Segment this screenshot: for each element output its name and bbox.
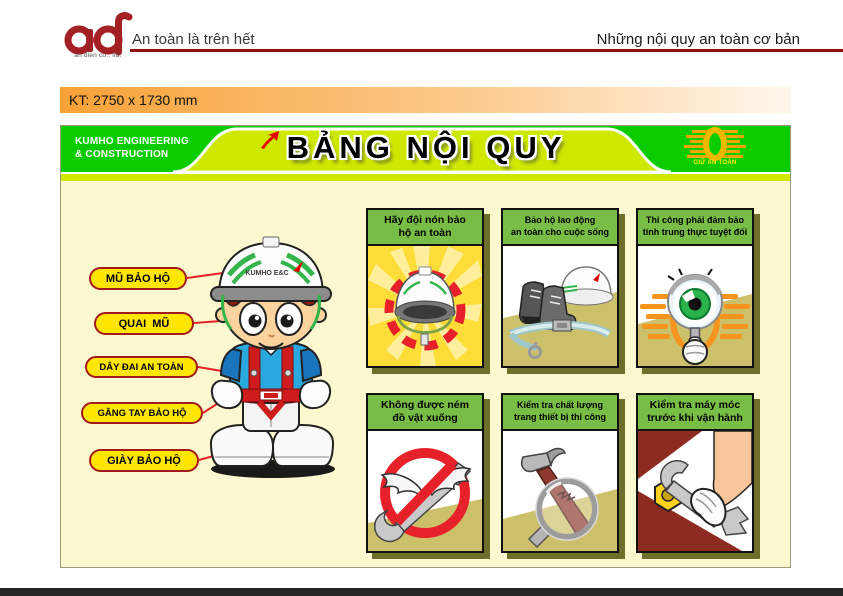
svg-text:KUMHO E&C: KUMHO E&C [245,270,289,277]
label-helmet: MŨ BẢO HỘ [89,267,187,290]
panel-title: Kiểm tra chất lượng trang thiết bị thi công [503,395,617,431]
safety-worker-character [181,231,361,481]
board-header-band [61,126,790,172]
label-shoes: GIÀY BẢO HỘ [89,449,199,472]
helmet-sunburst-illustration [368,246,482,366]
hammer-magnifier-illustration [503,431,617,551]
rule-panel-helmet [366,208,484,368]
label-chin-strap: QUAI MŨ [94,312,194,335]
tagline-right: Những nội quy an toàn cơ bản [596,31,800,48]
safety-emblem-icon [679,127,751,161]
tagline-left: An toàn là trên hết [132,31,255,48]
left-glove [212,381,242,408]
rule-panel-check-machines [636,393,754,553]
panel-title: Thi công phải đảm bảo tính trung thực tuyệt đối [638,210,752,246]
board-body [61,181,790,567]
size-bar: KT: 2750 x 1730 mm [60,87,791,113]
rule-panel-honesty [636,208,754,368]
company-line1: KUMHO ENGINEERING [75,136,189,147]
rule-panel-inspect-equipment [501,393,619,553]
eye-illustration [638,246,752,366]
panel-title: Kiểm tra máy móc trước khi vận hành [638,395,752,431]
bottom-rule [0,588,843,596]
panel-title: Hãy đội nón bảo hộ an toàn [368,210,482,246]
company-name [75,135,189,161]
logo-subtext: an dien co., ltd. [74,52,122,59]
right-glove [300,381,330,408]
panel-title: Không được ném đồ vật xuống [368,395,482,431]
no-throw-illustration [368,431,482,551]
emblem-caption: GIỮ AN TOÀN [693,160,737,166]
board-title: BẢNG NỘI QUY [286,130,566,165]
wrench-nut-illustration [638,431,752,551]
rule-panel-protective-gear [501,208,619,368]
gear-illustration [503,246,617,366]
label-safety-belt: DÂY ĐAI AN TOÀN [85,356,198,378]
rule-panel-no-throwing [366,393,484,553]
label-gloves: GĂNG TAY BẢO HỘ [81,402,203,424]
band-strip [61,172,790,181]
header-rule [130,49,843,52]
safety-board [60,125,791,568]
company-line2: & CONSTRUCTION [75,149,169,160]
panel-title: Bảo hộ lao động an toàn cho cuộc sống [503,210,617,246]
